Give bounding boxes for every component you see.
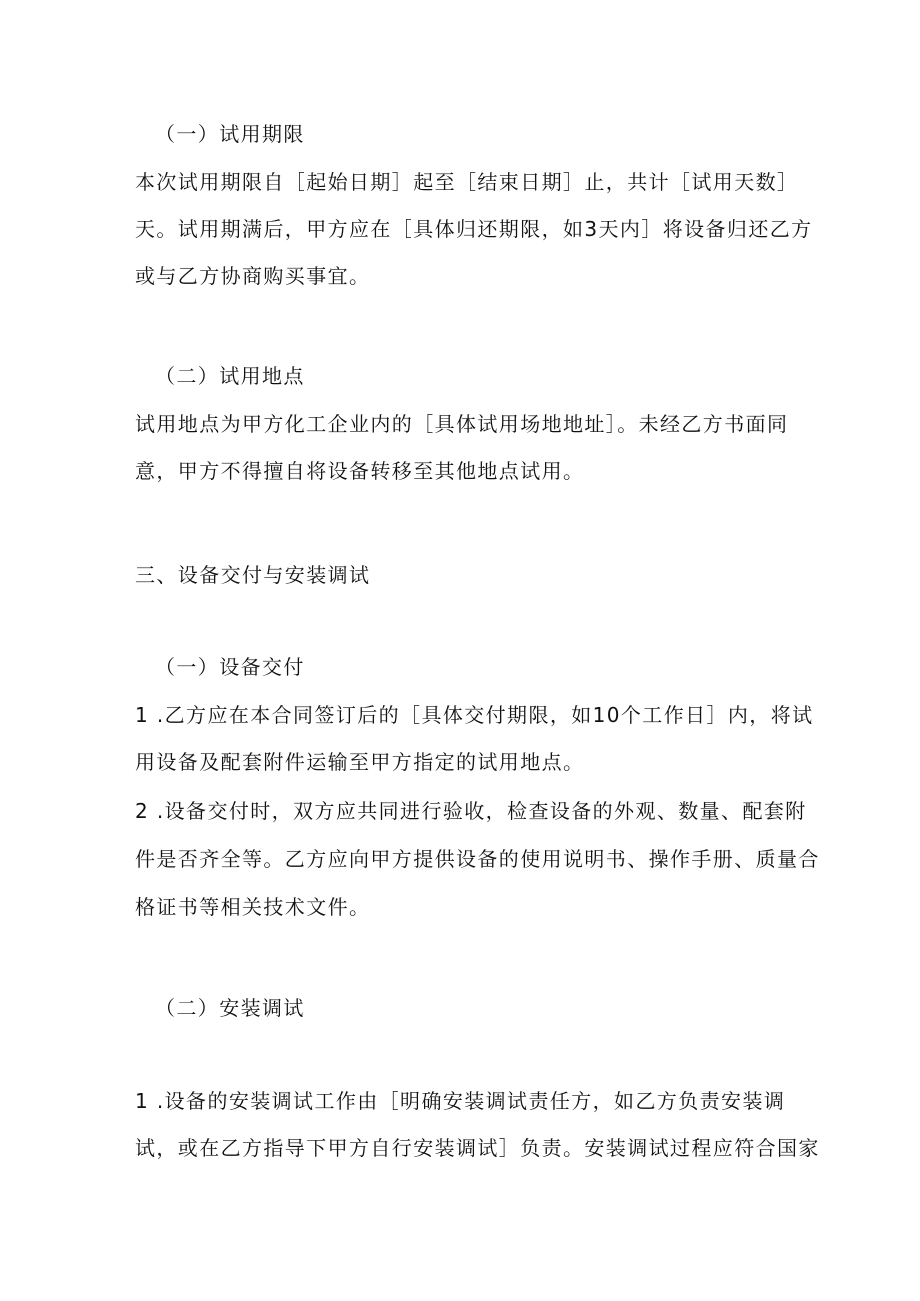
list-item-line: 1 .乙方应在本合同签订后的［具体交付期限，如10个工作日］内，将试 bbox=[135, 703, 814, 727]
section-heading-trial-period: （一）试用期限 bbox=[155, 122, 305, 146]
section-heading-trial-location: （二）试用地点 bbox=[155, 364, 305, 388]
paragraph-line: 意，甲方不得擅自将设备转移至其他地点试用。 bbox=[135, 459, 585, 483]
paragraph-line: 天。试用期满后，甲方应在［具体归还期限，如3天内］将设备归还乙方 bbox=[135, 217, 813, 241]
list-item-line: 2 .设备交付时，双方应共同进行验收，检查设备的外观、数量、配套附 bbox=[135, 799, 807, 823]
section-heading-installation: （二）安装调试 bbox=[155, 996, 305, 1020]
list-item-line: 用设备及配套附件运输至甲方指定的试用地点。 bbox=[135, 750, 585, 774]
chapter-title: 三、设备交付与安装调试 bbox=[135, 563, 371, 587]
list-item-line: 件是否齐全等。乙方应向甲方提供设备的使用说明书、操作手册、质量合 bbox=[135, 847, 820, 871]
section-heading-delivery: （一）设备交付 bbox=[155, 655, 305, 679]
list-item-line: 格证书等相关技术文件。 bbox=[135, 895, 371, 919]
list-item-line: 试，或在乙方指导下甲方自行安装调试］负责。安装调试过程应符合国家 bbox=[135, 1136, 820, 1160]
paragraph-line: 或与乙方协商购买事宜。 bbox=[135, 264, 371, 288]
list-item-line: 1 .设备的安装调试工作由［明确安装调试责任方，如乙方负责安装调 bbox=[135, 1089, 786, 1113]
paragraph-line: 本次试用期限自［起始日期］起至［结束日期］止，共计［试用天数］ bbox=[135, 170, 799, 194]
paragraph-line: 试用地点为甲方化工企业内的［具体试用场地地址］。未经乙方书面同 bbox=[135, 412, 789, 436]
